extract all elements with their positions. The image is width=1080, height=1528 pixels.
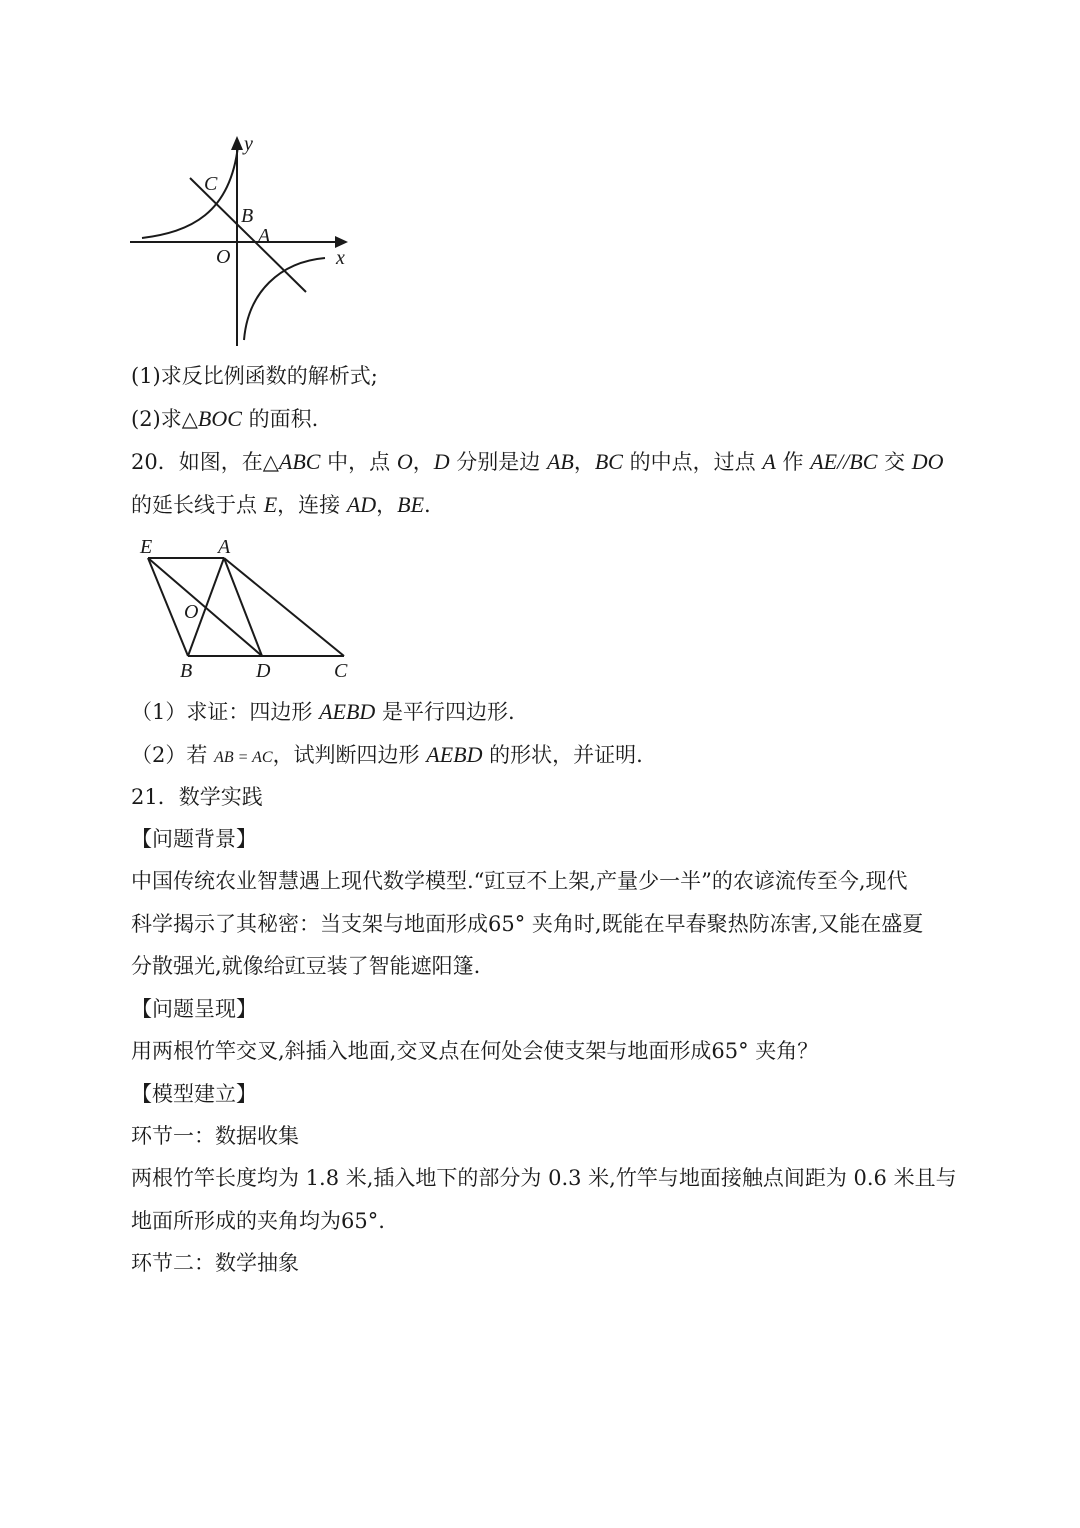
- label-a: A: [218, 536, 231, 558]
- heading-model: 【模型建立】: [131, 1082, 257, 1106]
- label-d: D: [256, 660, 271, 682]
- data-line1: 两根竹竿长度均为 1.8 米,插入地下的部分为 0.3 米,竹竿与地面接触点间距为 0.6 米且与: [131, 1166, 957, 1190]
- data-line2: 地面所形成的夹角均为65°.: [131, 1209, 385, 1233]
- background-line1: 中国传统农业智慧遇上现代数学模型.“豇豆不上架,产量少一半”的农谚流传至今,现代: [131, 869, 908, 893]
- parallelogram-figure: [130, 532, 360, 682]
- label-o: O: [184, 601, 199, 623]
- problem-line1: 用两根竹竿交叉,斜插入地面,交叉点在何处会使支架与地面形成65° 夹角？: [131, 1039, 819, 1063]
- inverse-function-figure: [120, 128, 360, 353]
- q21-title: 21．数学实践: [131, 785, 263, 809]
- heading-background: 【问题背景】: [131, 827, 257, 851]
- q20-text-line1: 20．如图，在△ABC 中，点 O，D 分别是边 AB，BC 的中点，过点 A 作 AE//BC 交 DO: [131, 449, 944, 474]
- q19-part2: (2)求△BOC 的面积.: [131, 406, 319, 431]
- hyperbola-branch-upper: [142, 146, 238, 238]
- q20-part1: （1）求证：四边形 AEBD 是平行四边形.: [131, 699, 515, 724]
- label-c: C: [204, 173, 218, 195]
- step1-title: 环节一：数据收集: [131, 1124, 299, 1148]
- label-x: x: [336, 247, 345, 269]
- label-b: B: [180, 660, 193, 682]
- label-e: E: [140, 536, 153, 558]
- q20-text-line2: 的延长线于点 E，连接 AD，BE.: [131, 492, 431, 517]
- q20-part2: （2）若 AB = AC，试判断四边形 AEBD 的形状，并证明.: [131, 742, 643, 767]
- background-line3: 分散强光,就像给豇豆装了智能遮阳篷.: [131, 954, 481, 978]
- q19-part1: (1)求反比例函数的解析式;: [131, 364, 378, 388]
- heading-problem: 【问题呈现】: [131, 997, 257, 1021]
- label-a: A: [258, 225, 271, 247]
- label-y: y: [244, 133, 253, 155]
- segment-ed: [148, 558, 262, 656]
- line-cba: [190, 178, 306, 292]
- label-o: O: [216, 246, 231, 268]
- background-line2: 科学揭示了其秘密：当支架与地面形成65° 夹角时,既能在早春聚热防冻害,又能在盛夏: [131, 912, 924, 936]
- label-c: C: [334, 660, 348, 682]
- step2-title: 环节二：数学抽象: [131, 1251, 299, 1275]
- label-b: B: [241, 205, 254, 227]
- segment-eb: [148, 558, 188, 656]
